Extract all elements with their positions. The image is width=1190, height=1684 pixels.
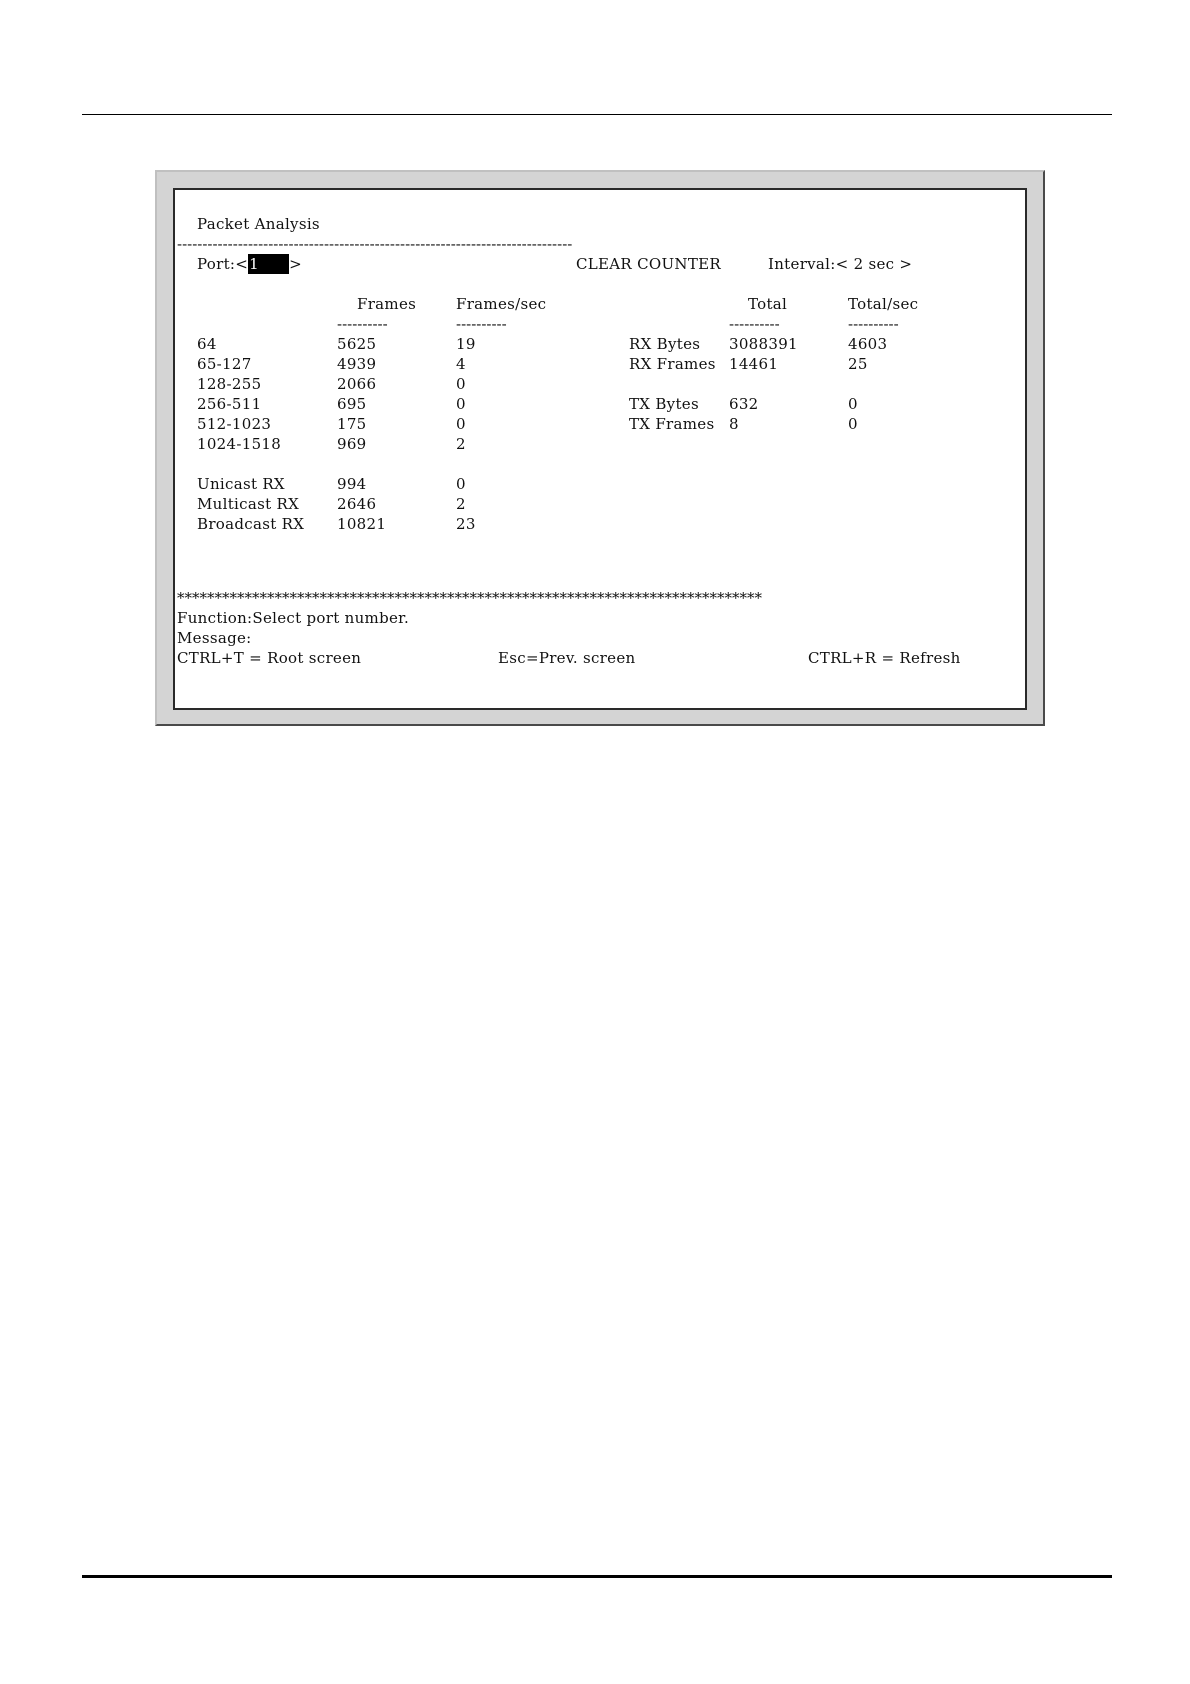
clear-counter-button[interactable]: CLEAR COUNTER (576, 255, 721, 273)
total-label: TX Bytes (629, 395, 699, 413)
total-value: 3088391 (729, 335, 798, 353)
frame-rate: 4 (456, 355, 466, 373)
function-line: Function:Select port number. (177, 609, 410, 627)
total-rate: 25 (848, 355, 868, 373)
header-underline: ---------- (848, 315, 899, 333)
total-rate: 4603 (848, 335, 888, 353)
header-underline: ---------- (729, 315, 780, 333)
cast-type-label: Broadcast RX (197, 515, 305, 533)
cast-count: 2646 (337, 495, 377, 513)
frame-count: 5625 (337, 335, 377, 353)
frame-rate: 0 (456, 375, 466, 393)
terminal-screen (173, 188, 1027, 710)
page-bottom-rule (82, 1575, 1112, 1578)
cast-count: 994 (337, 475, 367, 493)
total-label: RX Bytes (629, 335, 701, 353)
cast-type-label: Unicast RX (197, 475, 285, 493)
total-value: 632 (729, 395, 759, 413)
frame-size-label: 128-255 (197, 375, 262, 393)
frame-rate: 19 (456, 335, 476, 353)
prev-screen-hotkey[interactable]: Esc=Prev. screen (498, 649, 636, 667)
frame-size-label: 512-1023 (197, 415, 272, 433)
header-frames: Frames (357, 295, 417, 313)
total-value: 8 (729, 415, 739, 433)
screen-title: Packet Analysis (197, 215, 320, 233)
page-top-rule (82, 114, 1112, 115)
header-total-per-sec: Total/sec (848, 295, 919, 313)
frame-size-label: 64 (197, 335, 217, 353)
frame-count: 969 (337, 435, 367, 453)
frame-rate: 0 (456, 415, 466, 433)
cast-rate: 23 (456, 515, 476, 533)
total-label: TX Frames (629, 415, 715, 433)
frame-rate: 0 (456, 395, 466, 413)
terminal-window (155, 170, 1045, 726)
cast-rate: 2 (456, 495, 466, 513)
frame-count: 4939 (337, 355, 377, 373)
frame-size-label: 256-511 (197, 395, 262, 413)
total-rate: 0 (848, 395, 858, 413)
frame-count: 175 (337, 415, 367, 433)
frame-size-label: 65-127 (197, 355, 252, 373)
header-frames-per-sec: Frames/sec (456, 295, 547, 313)
frame-rate: 2 (456, 435, 466, 453)
frame-size-label: 1024-1518 (197, 435, 282, 453)
frame-count: 695 (337, 395, 367, 413)
header-underline: ---------- (337, 315, 388, 333)
cast-count: 10821 (337, 515, 387, 533)
frame-count: 2066 (337, 375, 377, 393)
cast-rate: 0 (456, 475, 466, 493)
title-divider: ------------------------------------------------------------------------------ (177, 235, 573, 253)
header-underline: ---------- (456, 315, 507, 333)
port-suffix: > (289, 255, 303, 273)
total-value: 14461 (729, 355, 779, 373)
refresh-hotkey[interactable]: CTRL+R = Refresh (808, 649, 961, 667)
port-selector[interactable] (197, 254, 302, 274)
total-rate: 0 (848, 415, 858, 433)
root-screen-hotkey[interactable]: CTRL+T = Root screen (177, 649, 362, 667)
footer-divider: ****************************************************************************** (177, 589, 762, 607)
cast-type-label: Multicast RX (197, 495, 300, 513)
header-total: Total (748, 295, 788, 313)
message-line: Message: (177, 629, 252, 647)
port-prefix: Port:< (197, 255, 249, 273)
interval-selector[interactable]: Interval:< 2 sec > (768, 255, 913, 273)
total-label: RX Frames (629, 355, 716, 373)
port-input[interactable]: 1 (248, 254, 289, 274)
